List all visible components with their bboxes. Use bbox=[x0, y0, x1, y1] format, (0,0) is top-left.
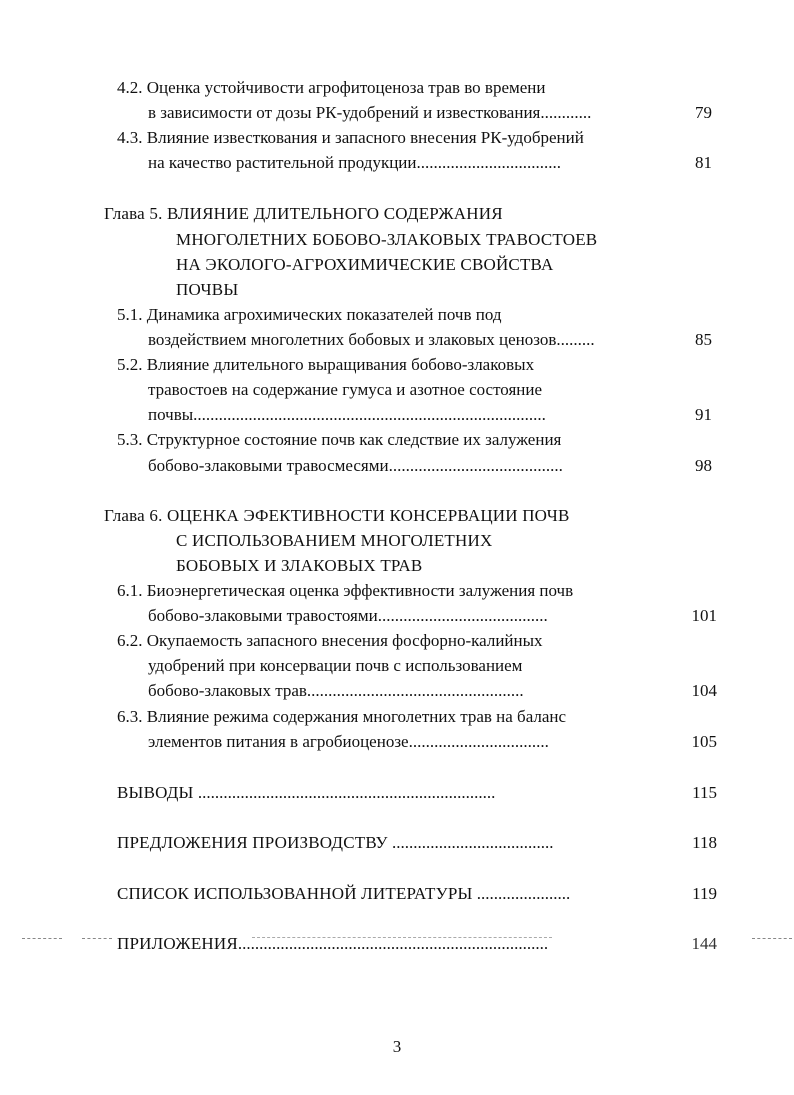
toc-entry-references-label: СПИСОК ИСПОЛЬЗОВАННОЙ ЛИТЕРАТУРЫ bbox=[117, 884, 473, 903]
toc-entry-5-2-page: 91 bbox=[695, 405, 712, 424]
scan-artifact-left bbox=[22, 938, 62, 939]
chapter-6-heading-line3: БОБОВЫХ И ЗЛАКОВЫХ ТРАВ bbox=[176, 556, 423, 575]
toc-entry-appendices bbox=[117, 933, 647, 955]
chapter-5-heading-line2: МНОГОЛЕТНИХ БОБОВО-ЗЛАКОВЫХ ТРАВОСТОЕВ bbox=[176, 230, 598, 249]
toc-entry-5-1-leader: ......... bbox=[556, 330, 595, 349]
toc-entry-6-2-leader: ................................................... bbox=[306, 681, 524, 700]
toc-entry-5-2-title-line2: травостоев на содержание гумуса и азотное состояние bbox=[148, 380, 543, 399]
toc-entry-5-3-title-line1: 5.3. Структурное состояние почв как следствие их залужения bbox=[117, 430, 562, 449]
scan-artifact-left-2 bbox=[82, 938, 112, 939]
chapter-5-heading-line1: Глава 5. ВЛИЯНИЕ ДЛИТЕЛЬНОГО СОДЕРЖАНИЯ bbox=[104, 204, 503, 223]
toc-entry-5-2-title-line3 bbox=[148, 404, 660, 426]
toc-entry-4-3-page: 81 bbox=[695, 153, 712, 172]
toc-entry-6-1-title-text: бобово-злаковыми травостоями bbox=[148, 606, 378, 625]
toc-entry-4-2-title-line1: 4.2. Оценка устойчивости агрофитоценоза трав во времени bbox=[117, 78, 546, 97]
toc-entry-4-3-title-text: на качество растительной продукции bbox=[148, 153, 417, 172]
toc-entry-5-3-page: 98 bbox=[695, 456, 712, 475]
chapter-5-heading-line3: НА ЭКОЛОГО-АГРОХИМИЧЕСКИЕ СВОЙСТВА bbox=[176, 255, 554, 274]
toc-entry-references bbox=[117, 883, 570, 905]
page-number: 3 bbox=[392, 1037, 402, 1056]
toc-entry-conclusions-page: 115 bbox=[692, 783, 717, 802]
toc-entry-6-2-title-text: бобово-злаковых трав bbox=[148, 681, 307, 700]
toc-entry-5-2-title-text: почвы bbox=[148, 405, 194, 424]
toc-entry-6-3-title-text: элементов питания в агробиоценозе bbox=[148, 732, 409, 751]
toc-entry-6-3-page: 105 bbox=[691, 732, 717, 751]
toc-entry-proposals-page: 118 bbox=[692, 833, 717, 852]
toc-entry-5-2-leader: ................................................................................... bbox=[193, 405, 546, 424]
toc-entry-conclusions-label: ВЫВОДЫ bbox=[117, 783, 194, 802]
toc-entry-6-1-title-line2 bbox=[148, 605, 548, 627]
scan-artifact-right bbox=[752, 938, 792, 939]
toc-entry-proposals-leader: ...................................... bbox=[392, 833, 554, 852]
toc-entry-5-1-title-line1: 5.1. Динамика агрохимических показателей почв под bbox=[117, 305, 502, 324]
toc-entry-5-3-leader: ......................................... bbox=[388, 456, 563, 475]
toc-entry-references-leader: ...................... bbox=[476, 884, 571, 903]
toc-entry-conclusions-leader: ...................................................................... bbox=[197, 783, 496, 802]
toc-entry-4-3-leader: .................................. bbox=[416, 153, 561, 172]
toc-entry-6-2-title-line2: удобрений при консервации почв с использованием bbox=[148, 656, 523, 675]
toc-entry-4-2-title-line2 bbox=[148, 102, 591, 124]
toc-entry-5-3-title-text: бобово-злаковыми травосмесями bbox=[148, 456, 389, 475]
toc-entry-4-3-title-line2 bbox=[148, 152, 561, 174]
toc-entry-5-1-title-text: воздействием многолетних бобовых и злаковых ценозов bbox=[148, 330, 557, 349]
toc-entry-6-3-title-line2 bbox=[148, 731, 549, 753]
toc-entry-proposals bbox=[117, 832, 554, 854]
chapter-6-heading-line2: С ИСПОЛЬЗОВАНИЕМ МНОГОЛЕТНИХ bbox=[176, 531, 493, 550]
toc-entry-5-3-title-line2 bbox=[148, 455, 563, 477]
toc-entry-5-1-page: 85 bbox=[695, 330, 712, 349]
toc-entry-appendices-leader: ......................................................................... bbox=[237, 934, 549, 953]
toc-entry-4-3-title-line1: 4.3. Влияние известкования и запасного внесения РК-удобрений bbox=[117, 128, 584, 147]
toc-entry-4-2-page: 79 bbox=[695, 103, 712, 122]
chapter-6-heading-line1: Глава 6. ОЦЕНКА ЭФЕКТИВНОСТИ КОНСЕРВАЦИИ ПОЧВ bbox=[104, 506, 570, 525]
toc-entry-conclusions bbox=[117, 782, 657, 804]
toc-entry-5-2-title-line1: 5.2. Влияние длительного выращивания бобово-злаковых bbox=[117, 355, 535, 374]
toc-entry-appendices-page: 144 bbox=[691, 934, 717, 953]
toc-entry-6-3-leader: ................................. bbox=[408, 732, 549, 751]
toc-entry-5-1-title-line2 bbox=[148, 329, 595, 351]
toc-entry-6-1-title-line1: 6.1. Биоэнергетическая оценка эффективности залужения почв bbox=[117, 581, 574, 600]
toc-entry-4-2-leader: ............ bbox=[540, 103, 592, 122]
toc-entry-appendices-label: ПРИЛОЖЕНИЯ bbox=[117, 934, 238, 953]
toc-entry-6-2-page: 104 bbox=[691, 681, 717, 700]
toc-entry-6-3-title-line1: 6.3. Влияние режима содержания многолетних трав на баланс bbox=[117, 707, 567, 726]
toc-entry-4-2-title-text: в зависимости от дозы РК-удобрений и известкования bbox=[148, 103, 541, 122]
toc-entry-6-1-page: 101 bbox=[691, 606, 717, 625]
toc-entry-6-2-title-line1: 6.2. Окупаемость запасного внесения фосфорно-калийных bbox=[117, 631, 543, 650]
chapter-5-heading-line4: ПОЧВЫ bbox=[176, 280, 239, 299]
toc-entry-6-2-title-line3 bbox=[148, 680, 524, 702]
toc-entry-proposals-label: ПРЕДЛОЖЕНИЯ ПРОИЗВОДСТВУ bbox=[117, 833, 388, 852]
toc-entry-references-page: 119 bbox=[692, 884, 717, 903]
toc-entry-6-1-leader: ........................................ bbox=[377, 606, 548, 625]
